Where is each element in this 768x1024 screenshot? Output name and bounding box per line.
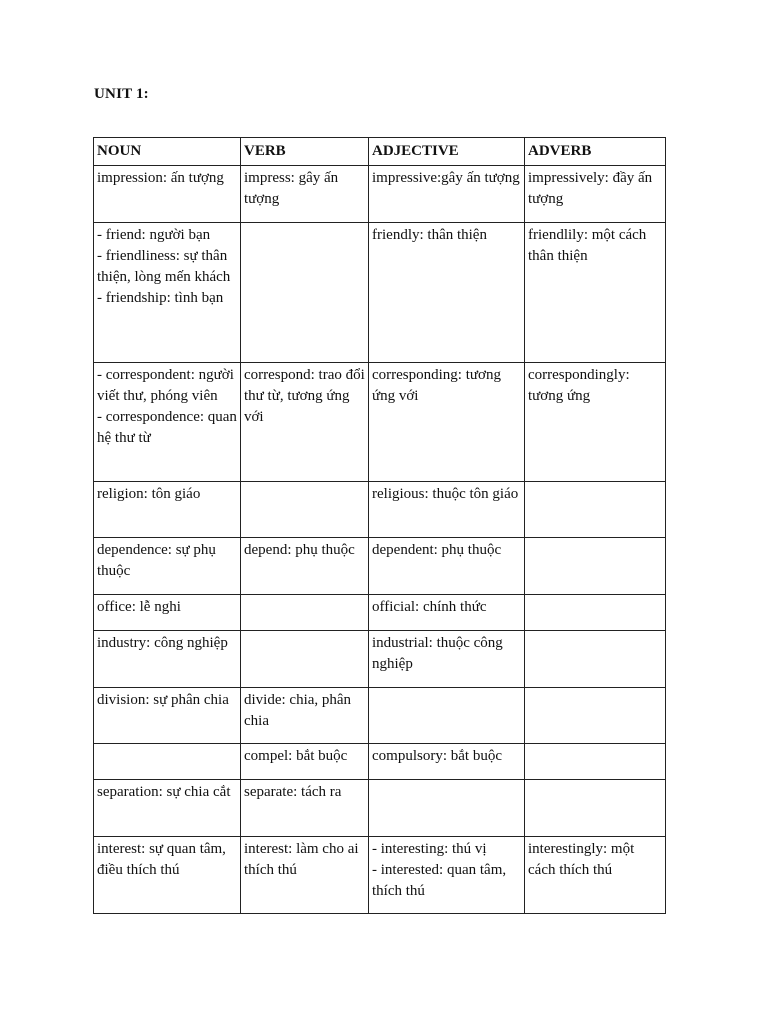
noun-cell: division: sự phân chia (94, 688, 241, 744)
adverb-cell: impressively: đầy ấn tượng (525, 166, 666, 223)
adverb-cell (525, 538, 666, 595)
noun-cell: industry: công nghiệp (94, 631, 241, 688)
header-adverb: ADVERB (525, 138, 666, 166)
noun-cell: religion: tôn giáo (94, 482, 241, 538)
page-title: UNIT 1: (94, 86, 149, 102)
noun-cell: - friend: người bạn - friendliness: sự thân thiện, lòng mến khách - friendship: tình bạn (94, 223, 241, 363)
header-adjective: ADJECTIVE (369, 138, 525, 166)
table-header-row (94, 138, 666, 166)
adjective-cell: compulsory: bắt buộc (369, 744, 525, 780)
header-noun: NOUN (94, 138, 241, 166)
table-row (94, 837, 666, 914)
noun-cell: impression: ấn tượng (94, 166, 241, 223)
table-row (94, 482, 666, 538)
adverb-cell (525, 744, 666, 780)
verb-cell (241, 631, 369, 688)
table-row (94, 363, 666, 482)
table-row (94, 223, 666, 363)
table-row (94, 538, 666, 595)
adverb-cell (525, 780, 666, 837)
adjective-cell: friendly: thân thiện (369, 223, 525, 363)
adverb-cell: friendlily: một cách thân thiện (525, 223, 666, 363)
table-row (94, 631, 666, 688)
adjective-cell: - interesting: thú vị - interested: quan tâm, thích thú (369, 837, 525, 914)
table-row (94, 166, 666, 223)
table-row (94, 780, 666, 837)
verb-cell: interest: làm cho ai thích thú (241, 837, 369, 914)
verb-cell: correspond: trao đổi thư từ, tương ứng với (241, 363, 369, 482)
adjective-cell: dependent: phụ thuộc (369, 538, 525, 595)
word-form-table (93, 137, 666, 914)
verb-cell: depend: phụ thuộc (241, 538, 369, 595)
adverb-cell: interestingly: một cách thích thú (525, 837, 666, 914)
verb-cell: divide: chia, phân chia (241, 688, 369, 744)
adjective-cell: religious: thuộc tôn giáo (369, 482, 525, 538)
adverb-cell (525, 631, 666, 688)
noun-cell: - correspondent: người viết thư, phóng viên - correspondence: quan hệ thư từ (94, 363, 241, 482)
verb-cell (241, 482, 369, 538)
adjective-cell: impressive:gây ấn tượng (369, 166, 525, 223)
noun-cell: office: lễ nghi (94, 595, 241, 631)
verb-cell: impress: gây ấn tượng (241, 166, 369, 223)
noun-cell: dependence: sự phụ thuộc (94, 538, 241, 595)
adjective-cell: industrial: thuộc công nghiệp (369, 631, 525, 688)
table-row (94, 688, 666, 744)
noun-cell: interest: sự quan tâm, điều thích thú (94, 837, 241, 914)
header-verb: VERB (241, 138, 369, 166)
adjective-cell (369, 780, 525, 837)
adjective-cell (369, 688, 525, 744)
verb-cell: separate: tách ra (241, 780, 369, 837)
adverb-cell (525, 595, 666, 631)
adverb-cell (525, 482, 666, 538)
table-row (94, 744, 666, 780)
adverb-cell: correspondingly: tương ứng (525, 363, 666, 482)
adverb-cell (525, 688, 666, 744)
verb-cell (241, 223, 369, 363)
verb-cell: compel: bắt buộc (241, 744, 369, 780)
table-row (94, 595, 666, 631)
verb-cell (241, 595, 369, 631)
noun-cell (94, 744, 241, 780)
adjective-cell: official: chính thức (369, 595, 525, 631)
noun-cell: separation: sự chia cắt (94, 780, 241, 837)
adjective-cell: corresponding: tương ứng với (369, 363, 525, 482)
